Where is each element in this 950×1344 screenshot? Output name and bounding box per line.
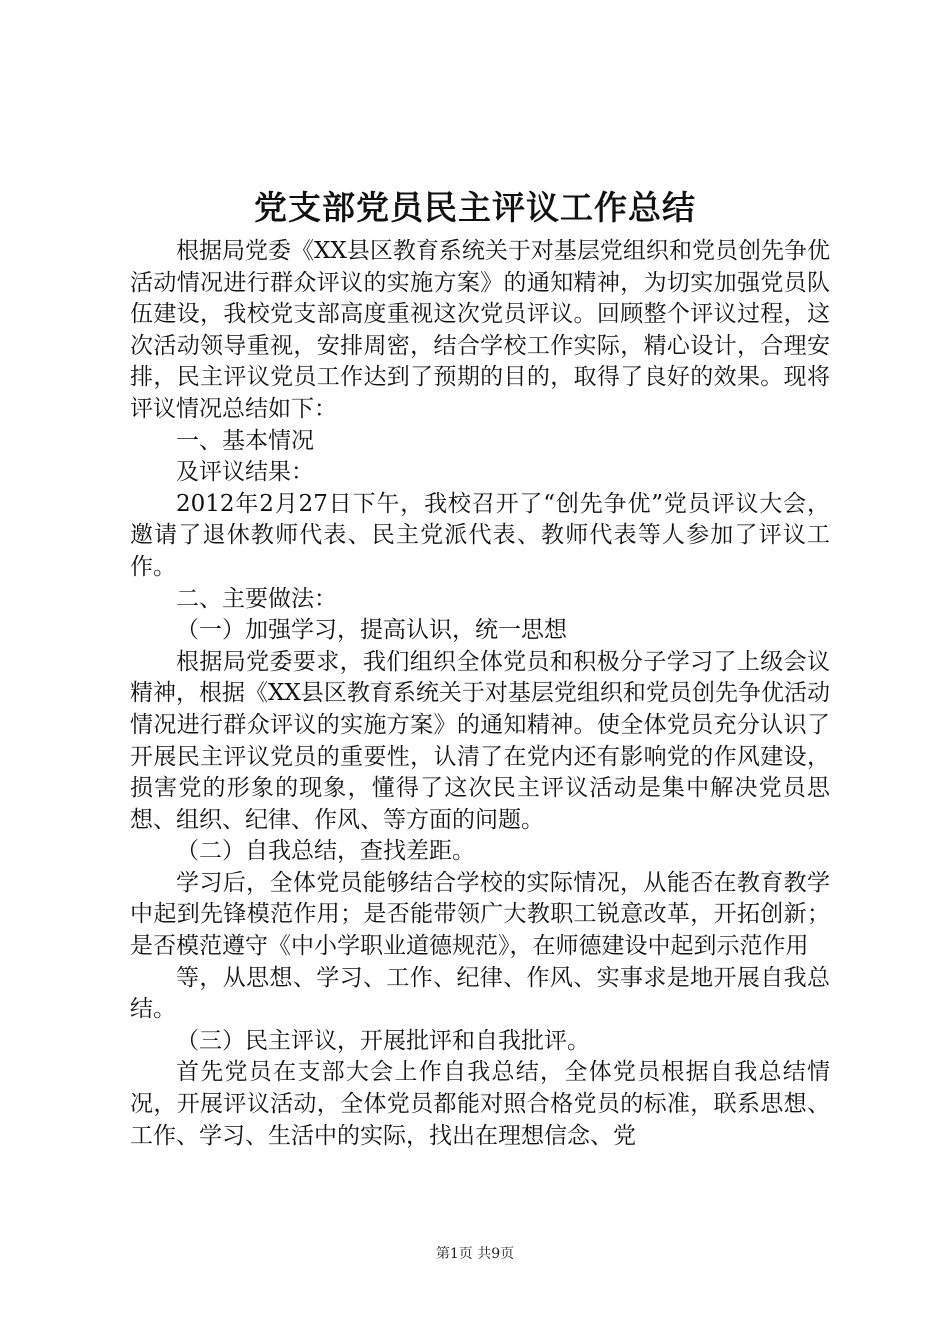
paragraph-self-summary: 学习后，全体党员能够结合学校的实际情况，从能否在教育教学中起到先锋模范作用；是否能带领广大教职工锐意改革，开拓创新；是否模范遵守《中小学职业道德规范》，在师德建设中起到示范作用 [130,869,830,960]
heading-evaluation-results: 及评议结果： [176,459,314,486]
document-body [130,236,830,1152]
subheading-democratic-evaluation: （三）民主评议，开展批评和自我批评。 [176,1027,590,1054]
subheading-self-summary: （二）自我总结，查找差距。 [176,838,475,865]
page-number-footer: 第1页 共9页 [435,1246,515,1262]
document-title: 党支部党员民主评议工作总结 [254,188,696,227]
subheading-study: （一）加强学习，提高认识，统一思想 [176,617,567,644]
paragraph-self-summary-continued: 等，从思想、学习、工作、纪律、作风、实事求是地开展自我总结。 [130,964,830,1023]
paragraph-meeting: 2012年2月27日下午，我校召开了“创先争优”党员评议大会，邀请了退休教师代表、民主党派代表、教师代表等人参加了评议工作。 [130,490,830,580]
heading-basic-situation: 一、基本情况 [176,427,314,454]
heading-main-methods: 二、主要做法： [176,585,337,612]
paragraph-intro: 根据局党委《XX县区教育系统关于对基层党组织和党员创先争优活动情况进行群众评议的实施方案》的通知精神，为切实加强党员队伍建设，我校党支部高度重视这次党员评议。回顾整个评议过程，这次活动领导重视，安排周密，结合学校工作实际，精心设计，合理安排，民主评议党员工作达到了预期的目的，取得了良好的效果。现将评议情况总结如下： [130,238,830,422]
paragraph-democratic-evaluation: 首先党员在支部大会上作自我总结，全体党员根据自我总结情况，开展评议活动，全体党员都能对照合格党员的标准，联系思想、工作、学习、生活中的实际，找出在理想信念、党 [130,1059,830,1149]
paragraph-study: 根据局党委要求，我们组织全体党员和积极分子学习了上级会议精神，根据《XX县区教育系统关于对基层党组织和党员创先争优活动情况进行群众评议的实施方案》的通知精神。使全体党员充分认识了开展民主评议党员的重要性，认清了在党内还有影响党的作风建设，损害党的形象的现象，懂得了这次民主评议活动是集中解决党员思想、组织、纪律、作风、等方面的问题。 [130,648,830,833]
